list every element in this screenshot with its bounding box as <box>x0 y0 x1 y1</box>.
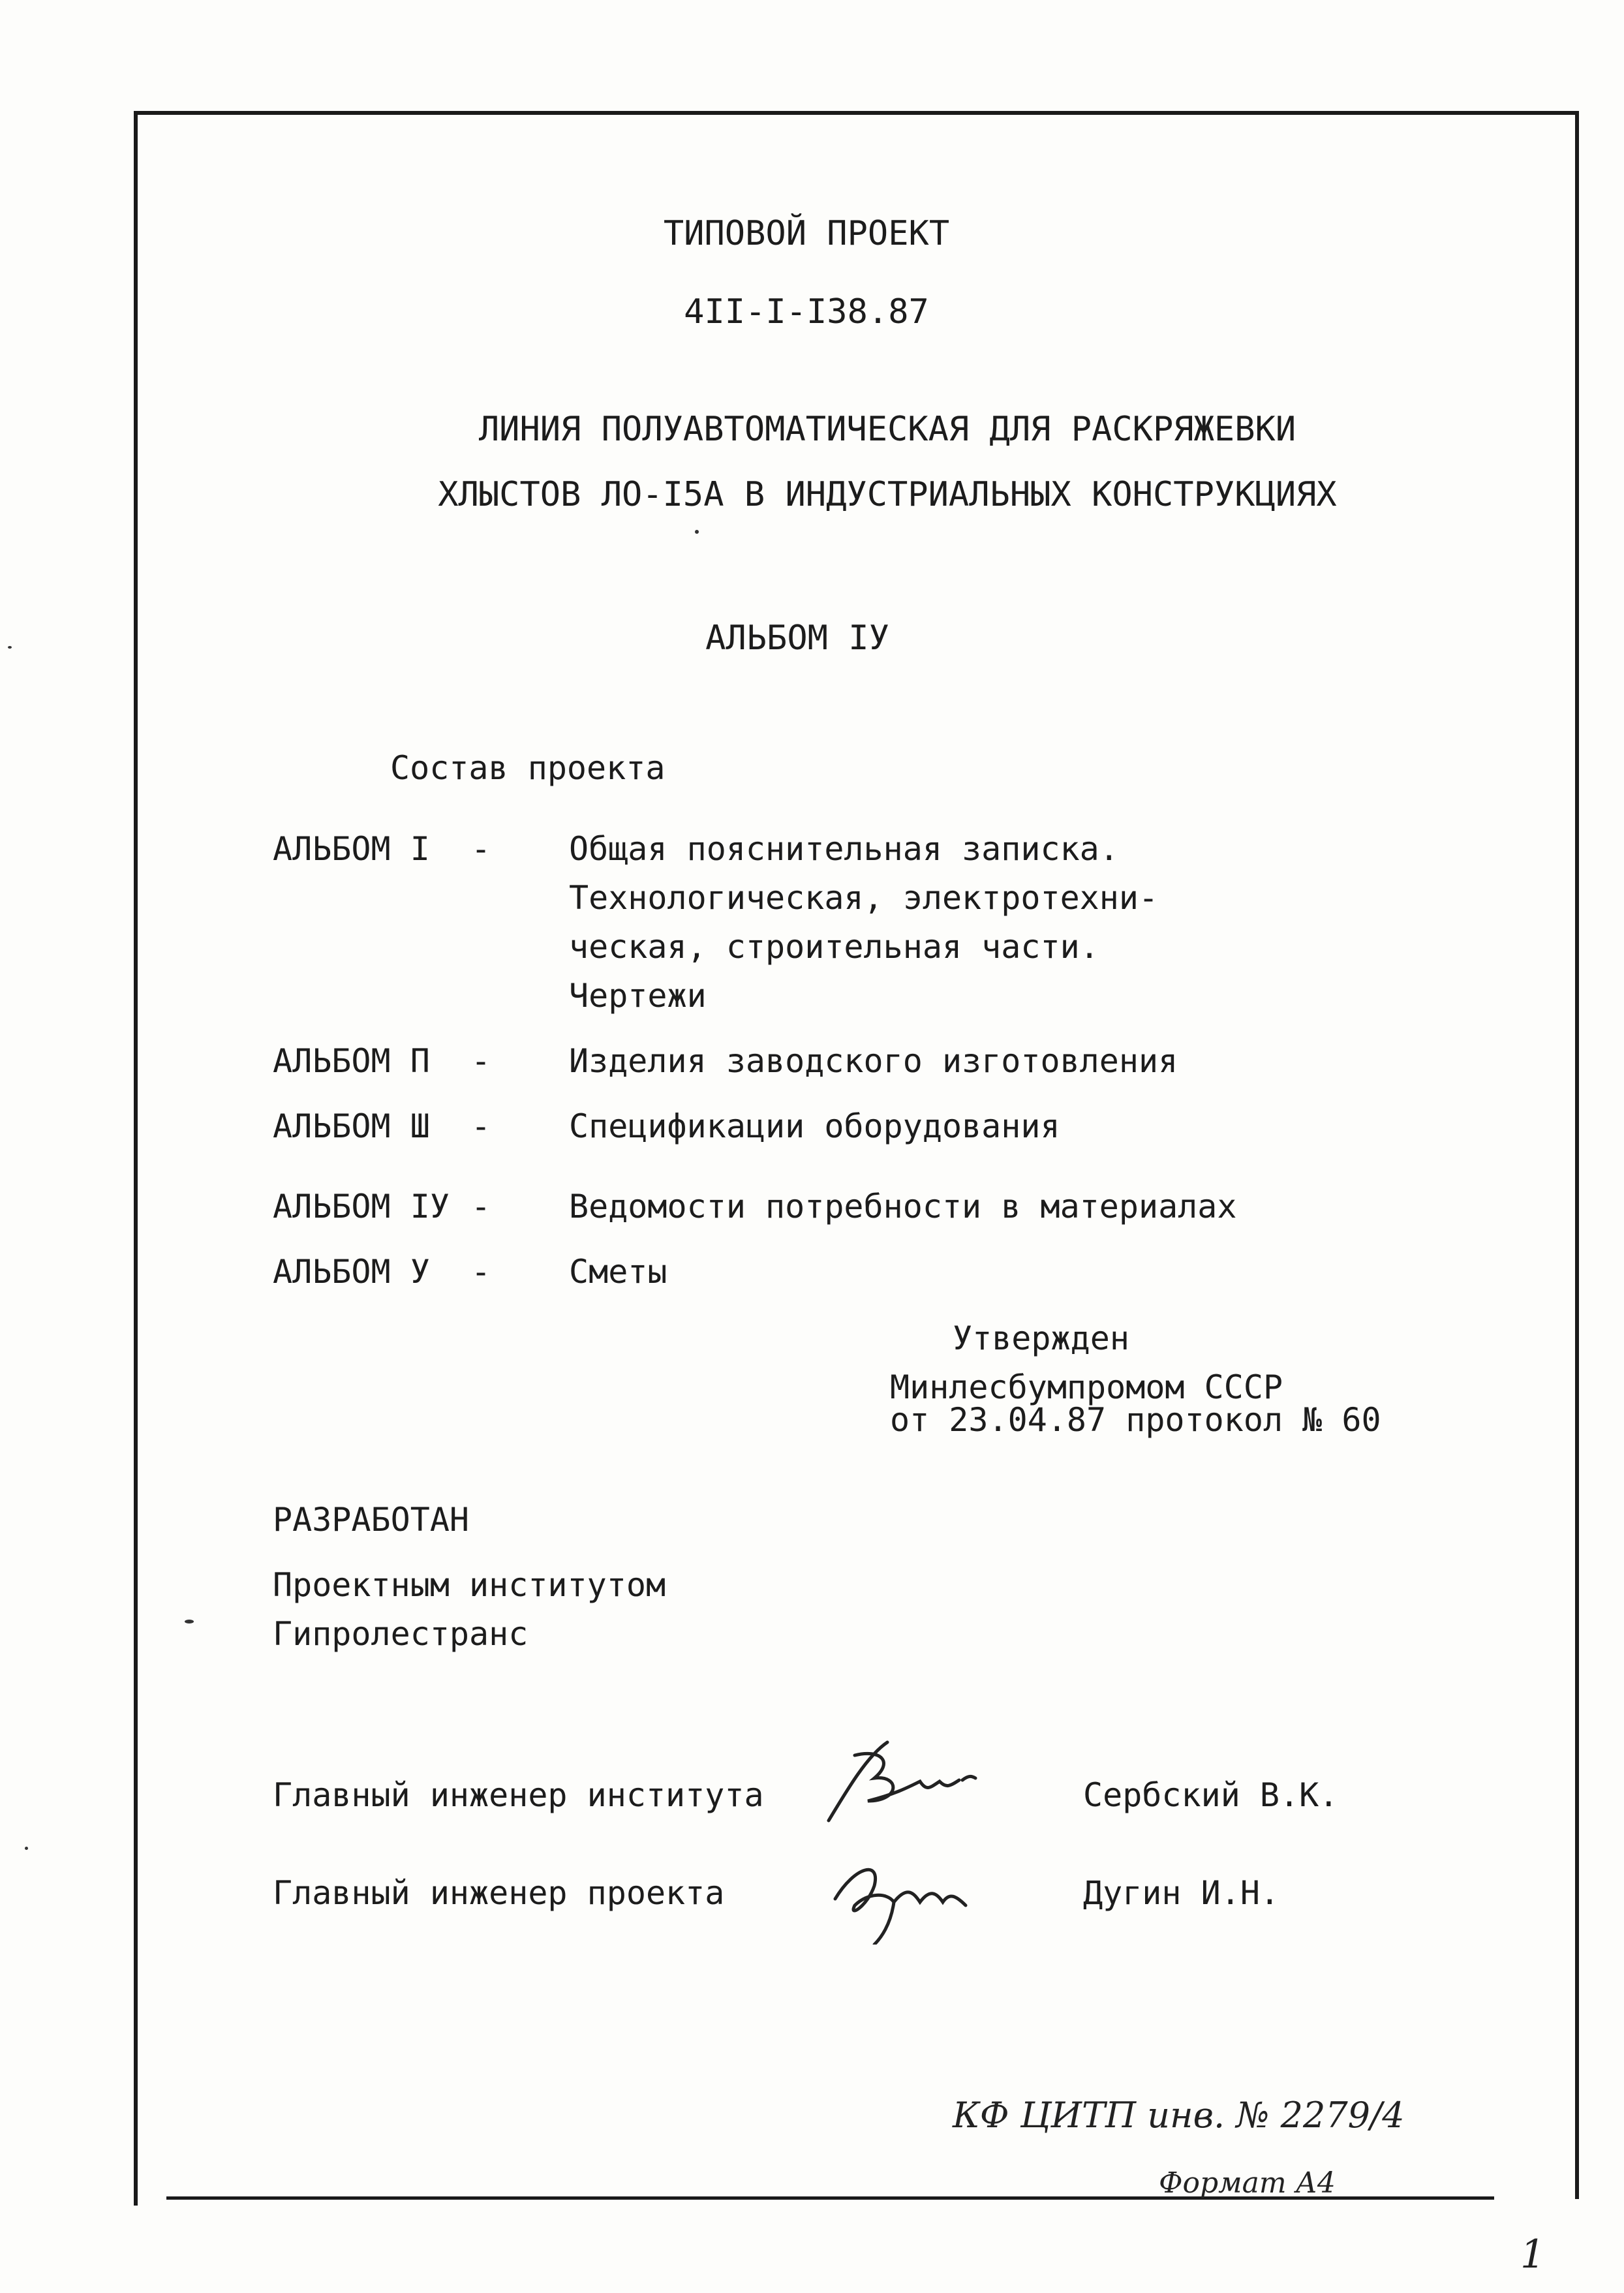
album-name: АЛЬБОМ У <box>273 1253 430 1291</box>
scan-speck <box>695 530 699 534</box>
signature-name: Сербский В.К. <box>1083 1776 1339 1814</box>
album-description: Общая пояснительная записка. <box>569 830 1119 868</box>
frame-top-border <box>134 111 1579 115</box>
album-label: АЛЬБОМ IУ <box>705 619 889 658</box>
frame-left-border <box>134 111 138 2206</box>
page-number: 1 <box>1520 2232 1546 2277</box>
album-dash: - <box>471 1253 491 1291</box>
album-name: АЛЬБОМ IУ <box>273 1188 450 1225</box>
album-name: АЛЬБОМ Ш <box>273 1107 430 1145</box>
approval-line-1: Утвержден <box>953 1319 1129 1357</box>
approval-line-3: от 23.04.87 протокол № 60 <box>890 1401 1381 1439</box>
album-description: Чертежи <box>569 977 707 1015</box>
format-stamp: Формат А4 <box>1159 2166 1336 2200</box>
frame-right-border <box>1575 111 1579 2199</box>
developer-line-1: Проектным институтом <box>273 1566 666 1604</box>
inventory-stamp: КФ ЦИТП инв. № 2279/4 <box>953 2095 1405 2136</box>
developer-line-2: Гипролестранс <box>273 1615 529 1653</box>
composition-heading: Состав проекта <box>390 749 666 787</box>
album-dash: - <box>471 1107 491 1145</box>
album-name: АЛЬБОМ I <box>273 830 430 868</box>
album-description: Технологическая, электротехни- <box>569 879 1159 917</box>
title-line-1: ЛИНИЯ ПОЛУАВТОМАТИЧЕСКАЯ ДЛЯ РАСКРЯЖЕВКИ <box>478 410 1296 449</box>
scan-speck <box>25 1847 28 1850</box>
developer-heading: РАЗРАБОТАН <box>273 1501 470 1539</box>
title-line-2: ХЛЫСТОВ ЛО-I5А В ИНДУСТРИАЛЬНЫХ КОНСТРУКЦИЯХ <box>438 475 1337 514</box>
album-description: Изделия заводского изготовления <box>569 1042 1178 1080</box>
album-dash: - <box>471 1042 491 1080</box>
signature-mark <box>816 1729 985 1834</box>
album-dash: - <box>471 830 491 868</box>
approval-line-2: Минлесбумпромом СССР <box>890 1368 1283 1406</box>
album-name: АЛЬБОМ П <box>273 1042 430 1080</box>
signature-mark <box>816 1840 985 1945</box>
project-number: 4II-I-I38.87 <box>684 292 929 331</box>
scan-speck <box>8 646 12 649</box>
signature-role: Главный инженер института <box>273 1776 764 1814</box>
scan-speck <box>185 1620 194 1624</box>
album-description: Сметы <box>569 1253 667 1291</box>
signature-role: Главный инженер проекта <box>273 1874 725 1912</box>
album-dash: - <box>471 1188 491 1225</box>
album-description: Спецификации оборудования <box>569 1107 1060 1145</box>
signature-name: Дугин И.Н. <box>1083 1874 1280 1912</box>
album-description: Ведомости потребности в материалах <box>569 1188 1237 1225</box>
album-description: ческая, строительная части. <box>569 928 1099 966</box>
document-type-label: ТИПОВОЙ ПРОЕКТ <box>663 214 950 253</box>
